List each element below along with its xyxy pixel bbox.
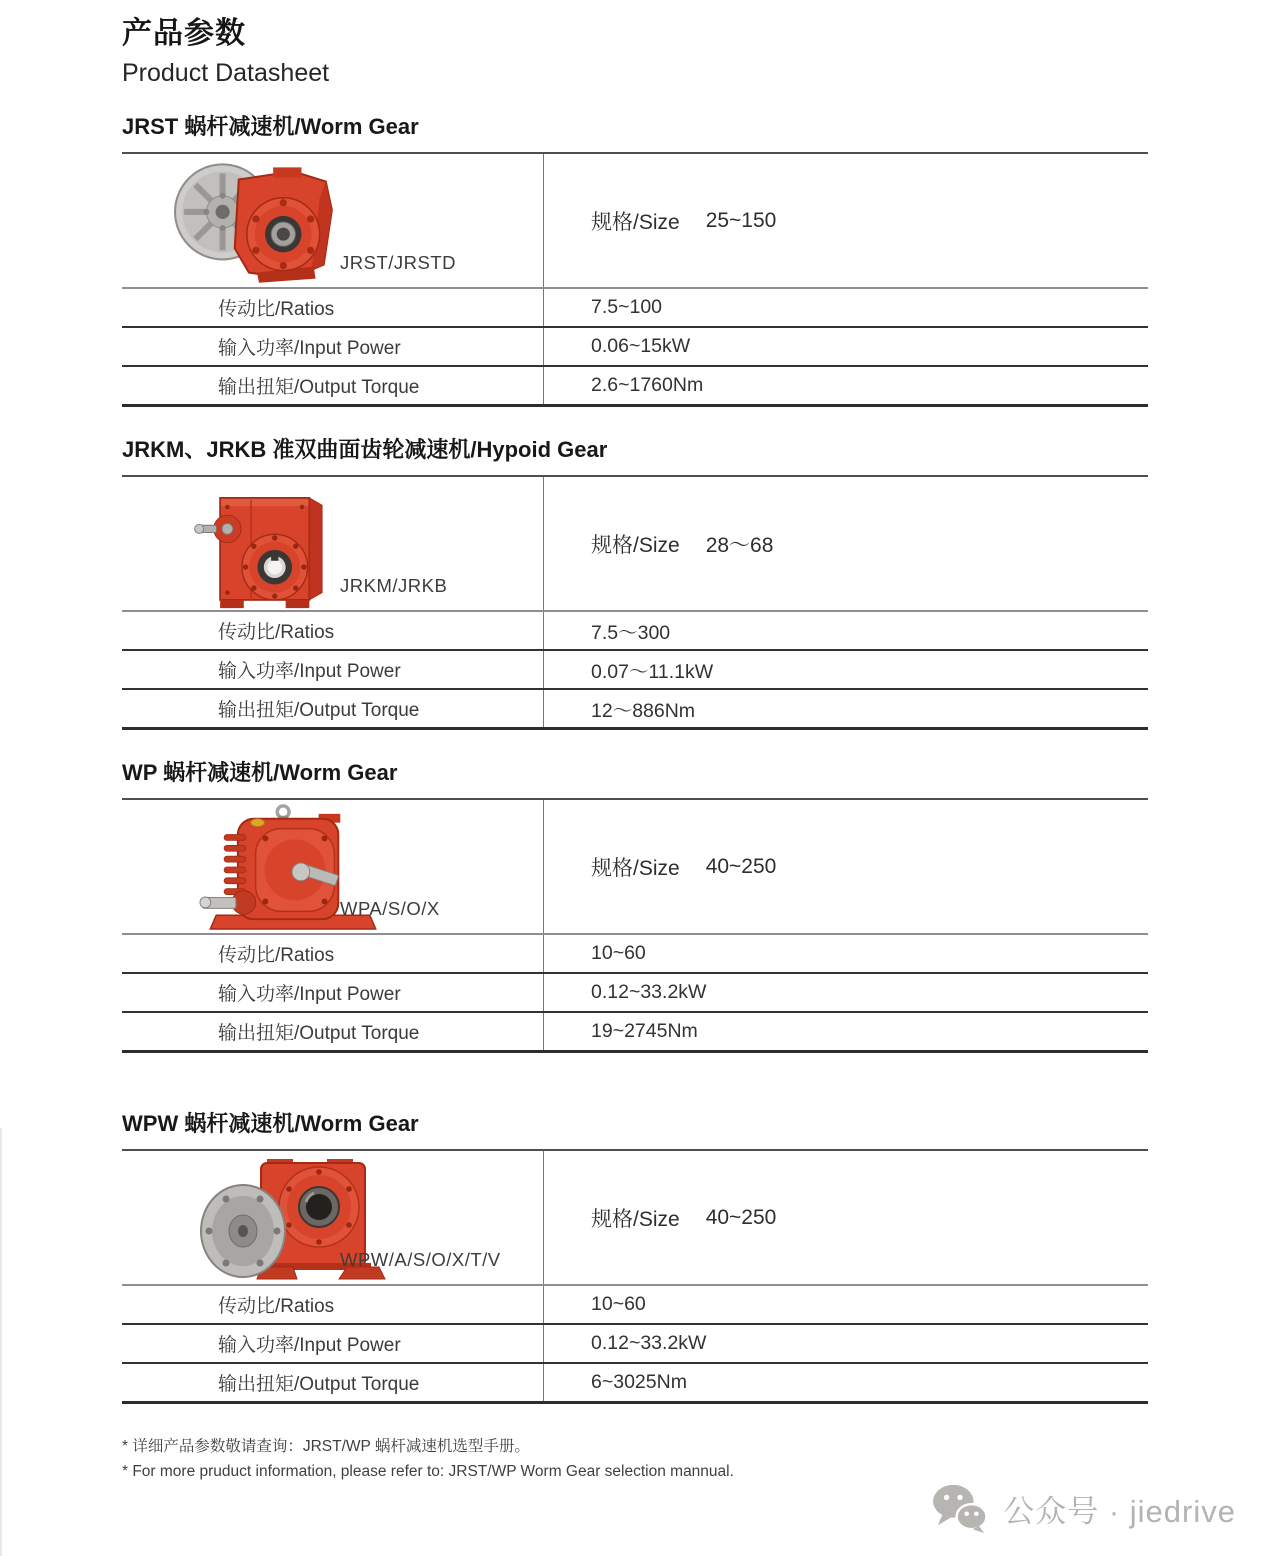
section-heading-jrkm: JRKM、JRKB 准双曲面齿轮减速机/Hypoid Gear (122, 437, 608, 462)
spec-label: 传动比/Ratios (218, 1296, 335, 1317)
spec-value: 10~60 (543, 935, 1148, 972)
spec-table-wp (122, 798, 1148, 1053)
product-figure-cell (122, 477, 543, 610)
footnote-en: * For more pruduct information, please refer to: JRST/WP Worm Gear selection mannual. (122, 1463, 734, 1480)
watermark-text: 公众号 · jiedrive (1003, 1493, 1236, 1529)
size-cell (543, 477, 1148, 610)
spec-label: 输入功率/Input Power (218, 984, 401, 1005)
page-title-zh: 产品参数 (122, 17, 246, 50)
product-figure-cell (122, 800, 543, 933)
section-heading-wp: WP 蜗杆减速机/Worm Gear (122, 760, 398, 785)
spec-value: 7.5~100 (543, 289, 1148, 326)
spec-label: 传动比/Ratios (218, 945, 335, 966)
table-row-image (122, 800, 1148, 935)
spec-value: 10~60 (543, 1286, 1148, 1323)
table-row (122, 1286, 1148, 1325)
spec-label: 输出扭矩/Output Torque (218, 700, 420, 721)
model-caption: WPW/A/S/O/X/T/V (340, 1249, 501, 1270)
table-row (122, 1364, 1148, 1404)
jrst-gearbox-image (172, 159, 346, 285)
table-row-image (122, 1151, 1148, 1286)
size-cell (543, 800, 1148, 933)
table-row (122, 367, 1148, 407)
spec-label: 输入功率/Input Power (218, 1335, 401, 1356)
product-figure-cell (122, 154, 543, 287)
spec-value: 2.6~1760Nm (543, 367, 1148, 404)
spec-value: 0.12~33.2kW (543, 974, 1148, 1011)
size-label: 规格/Size (591, 856, 680, 880)
table-row (122, 935, 1148, 974)
spec-value: 19~2745Nm (543, 1013, 1148, 1050)
wechat-icon (931, 1483, 989, 1533)
spec-label: 输出扭矩/Output Torque (218, 1374, 420, 1395)
spec-table-wpw (122, 1149, 1148, 1404)
model-caption: JRST/JRSTD (340, 252, 456, 273)
model-caption: WPA/S/O/X (340, 898, 440, 919)
size-value: 40~250 (705, 1205, 777, 1229)
spec-value: 0.07～11.1kW (543, 651, 1148, 688)
table-row (122, 612, 1148, 651)
table-row-image (122, 154, 1148, 289)
table-row (122, 974, 1148, 1013)
model-caption: JRKM/JRKB (340, 575, 448, 596)
size-cell (543, 154, 1148, 287)
page-edge-artifact (0, 1128, 2, 1556)
spec-value: 0.06~15kW (543, 328, 1148, 365)
spec-value: 6~3025Nm (543, 1364, 1148, 1401)
footnotes (122, 1434, 1148, 1484)
spec-value: 12～886Nm (543, 690, 1148, 727)
datasheet-page (122, 18, 1148, 1484)
table-row (122, 651, 1148, 690)
section-heading-jrst: JRST 蜗杆减速机/Worm Gear (122, 114, 419, 139)
table-row (122, 690, 1148, 730)
size-cell (543, 1151, 1148, 1284)
size-value: 28～68 (705, 533, 774, 557)
table-row (122, 1013, 1148, 1053)
section-heading-wpw: WPW 蜗杆减速机/Worm Gear (122, 1111, 419, 1136)
spec-value: 7.5～300 (543, 612, 1148, 649)
size-label: 规格/Size (591, 210, 680, 234)
spec-label: 输出扭矩/Output Torque (218, 377, 420, 398)
spec-table-jrkm (122, 475, 1148, 730)
footnote-zh: * 详细产品参数敬请查询：JRST/WP 蜗杆减速机选型手册。 (122, 1438, 530, 1455)
size-label: 规格/Size (591, 533, 680, 557)
size-label: 规格/Size (591, 1207, 680, 1231)
table-row (122, 1325, 1148, 1364)
spec-label: 输出扭矩/Output Torque (218, 1023, 420, 1044)
watermark (931, 1483, 1236, 1533)
spec-value: 0.12~33.2kW (543, 1325, 1148, 1362)
spec-label: 传动比/Ratios (218, 622, 335, 643)
jrkm-gearbox-image (186, 487, 338, 609)
size-value: 40~250 (705, 854, 777, 878)
table-row-image (122, 477, 1148, 612)
page-title-en: Product Datasheet (122, 59, 330, 87)
table-row (122, 289, 1148, 328)
spec-label: 输入功率/Input Power (218, 661, 401, 682)
product-figure-cell (122, 1151, 543, 1284)
size-value: 25~150 (705, 208, 777, 232)
spec-table-jrst (122, 152, 1148, 407)
table-row (122, 328, 1148, 367)
spec-label: 传动比/Ratios (218, 299, 335, 320)
spec-label: 输入功率/Input Power (218, 338, 401, 359)
